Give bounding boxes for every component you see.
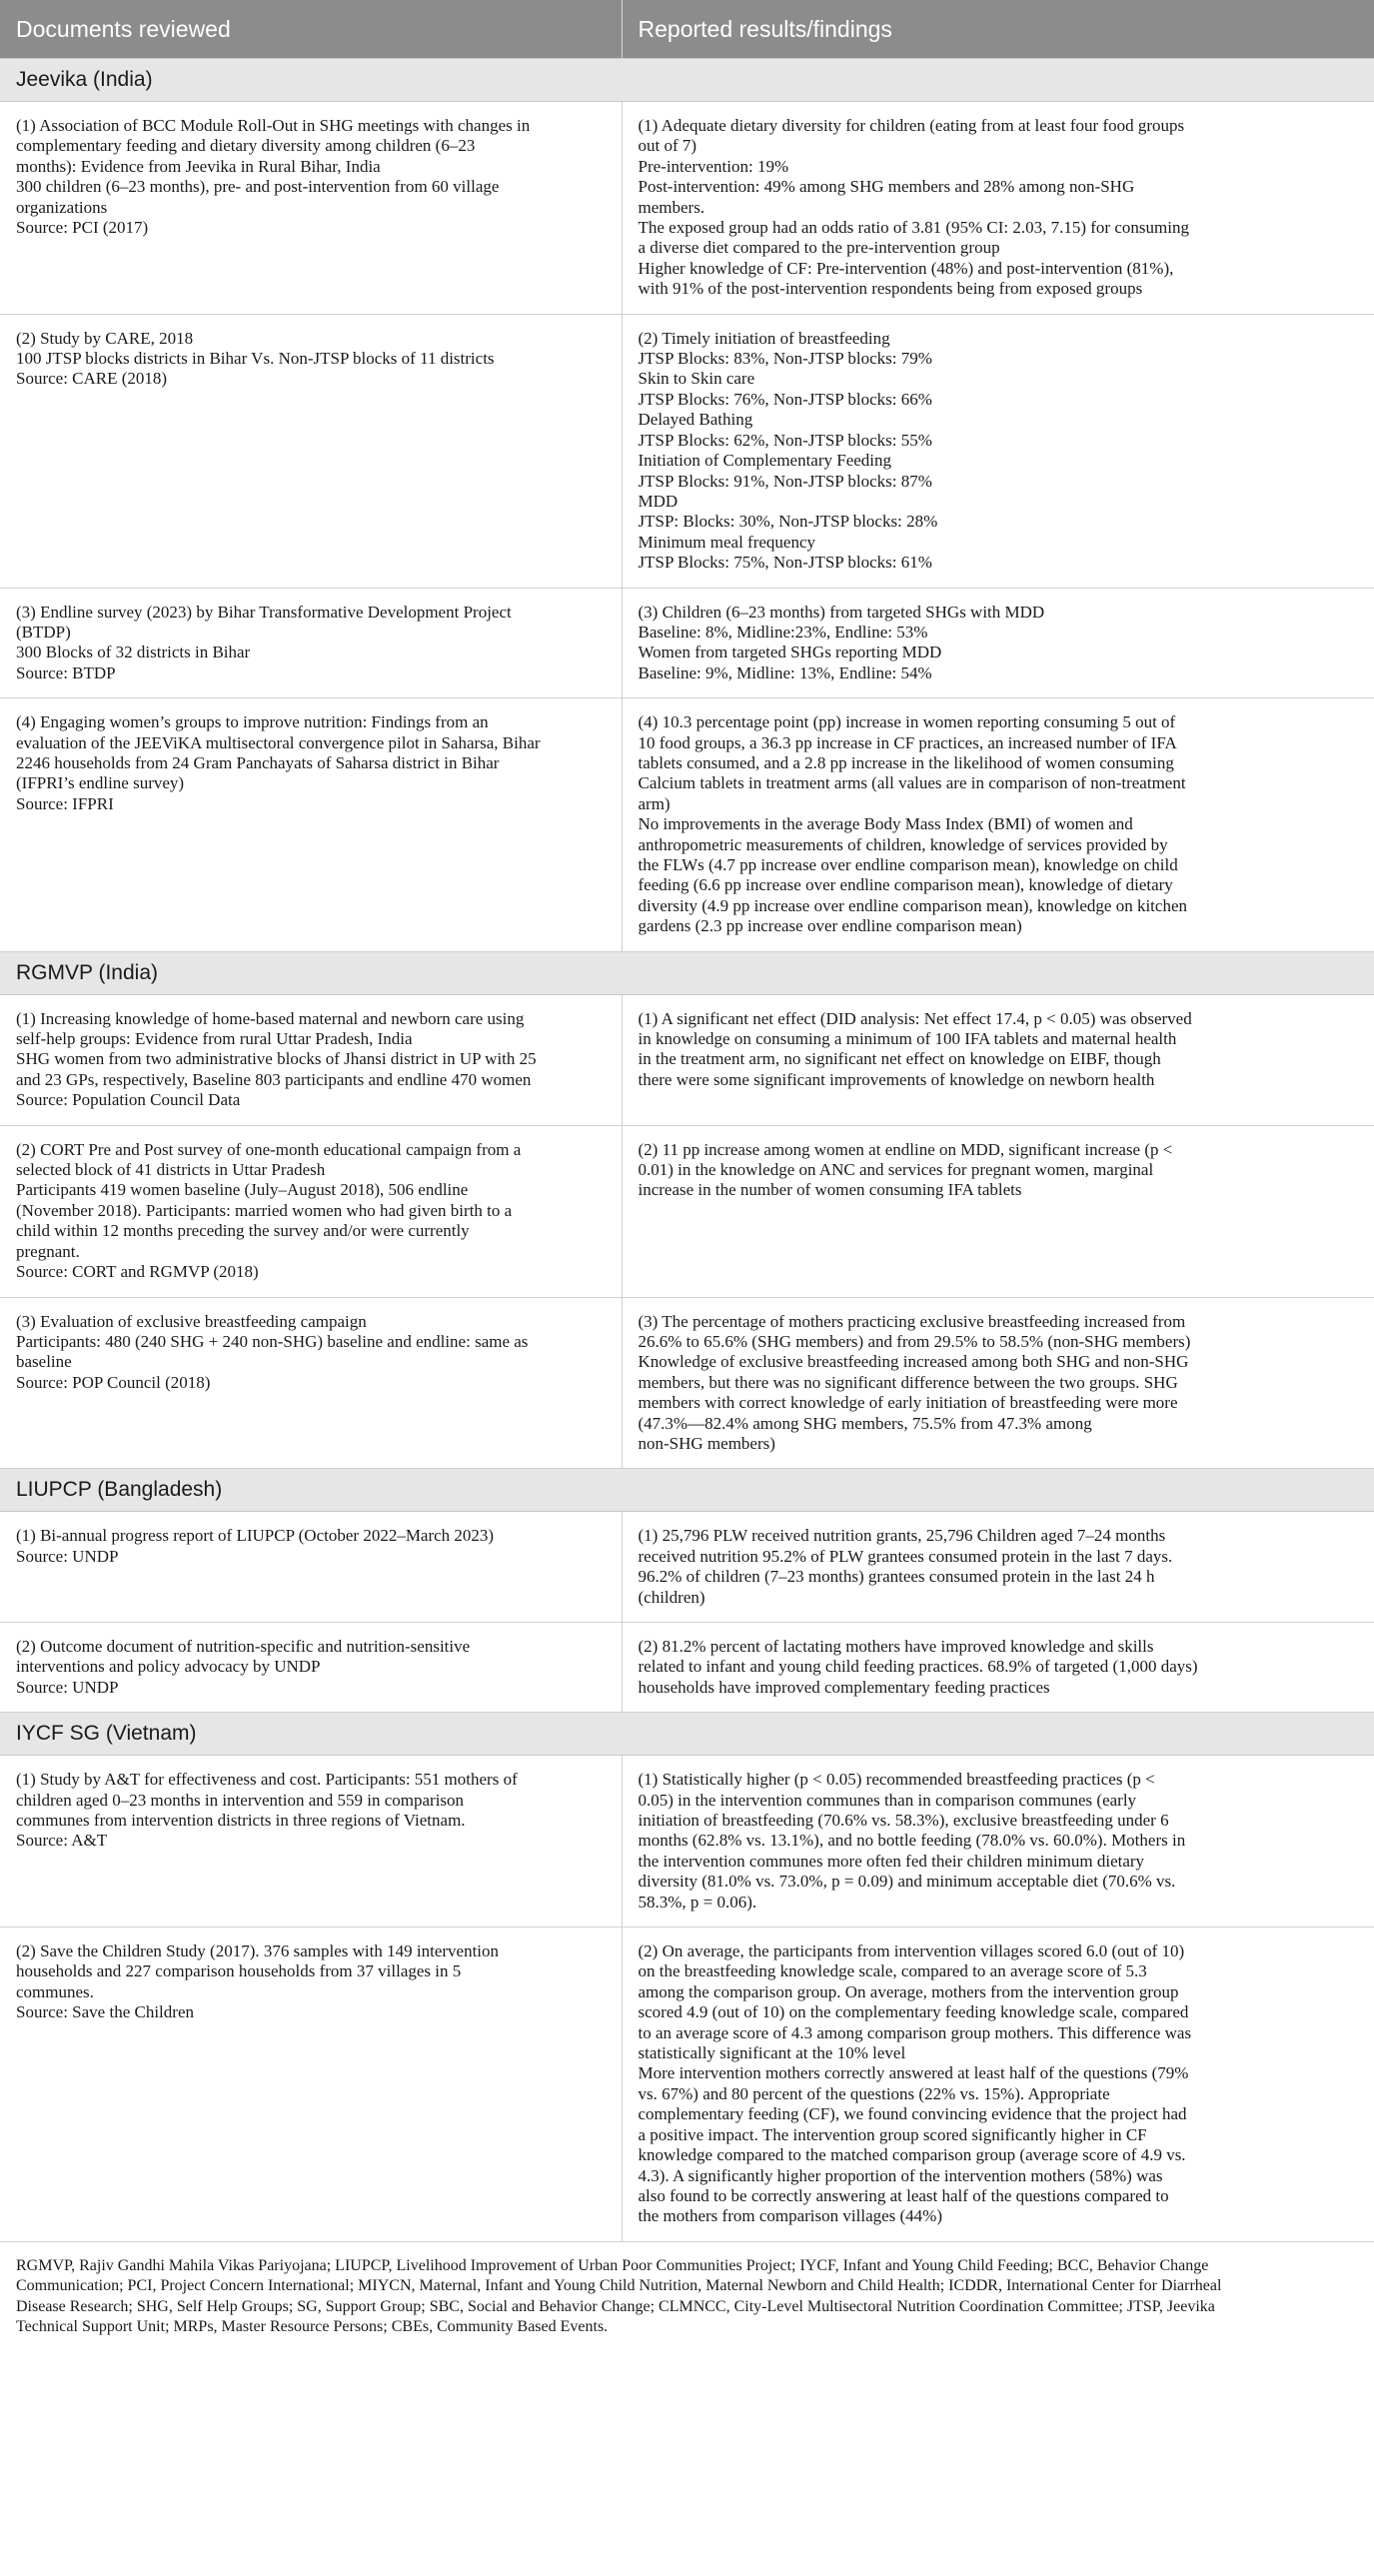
text-line: anthropometric measurements of children, knowledge of services provided by xyxy=(638,834,1168,854)
text-line: in knowledge on consuming a minimum of 100 IFA tablets and maternal health xyxy=(638,1029,1177,1049)
text-line: the mothers from comparison villages (44%) xyxy=(638,2206,943,2226)
text-line: complementary feeding and dietary diversity among children (6–23 xyxy=(16,136,476,156)
text-line: Minimum meal frequency xyxy=(638,532,816,552)
text-line: Source: PCI (2017) xyxy=(16,218,149,238)
text-line: Source: POP Council (2018) xyxy=(16,1372,211,1392)
text-line: Source: Population Council Data xyxy=(16,1090,241,1110)
footnote-line: Communication; PCI, Project Concern International; MIYCN, Maternal, Infant and Young Child Nutrition, Maternal Newborn and Child Health; ICDDR, International Center for Diarrheal xyxy=(16,2277,1222,2295)
text-line: (BTDP) xyxy=(16,622,71,642)
text-line: self-help groups: Evidence from rural Uttar Pradesh, India xyxy=(16,1029,413,1049)
text-line: the FLWs (4.7 pp increase over endline comparison mean), knowledge on child xyxy=(638,855,1178,874)
text-line: Initiation of Complementary Feeding xyxy=(638,451,892,471)
text-line: (2) 11 pp increase among women at endline on MDD, significant increase (p < xyxy=(638,1139,1173,1159)
text-line: MDD xyxy=(638,491,679,511)
text-line: 4.3). A significantly higher proportion of the intervention mothers (58%) was xyxy=(638,2165,1163,2185)
text-line: baseline xyxy=(16,1352,72,1372)
text-line: (1) Association of BCC Module Roll-Out in SHG meetings with changes in xyxy=(16,116,531,135)
text-line: Higher knowledge of CF: Pre-intervention (48%) and post-intervention (81%), xyxy=(638,258,1174,278)
finding-cell xyxy=(622,994,1374,1125)
text-line: out of 7) xyxy=(638,136,697,156)
text-line: (47.3%—82.4% among SHG members, 75.5% from 47.3% among xyxy=(638,1413,1092,1433)
text-line: (IFPRI’s endline survey) xyxy=(16,773,185,793)
text-line: (1) Statistically higher (p < 0.05) recommended breastfeeding practices (p < xyxy=(638,1770,1155,1790)
text-line: (1) A significant net effect (DID analysis: Net effect 17.4, p < 0.05) was observed xyxy=(638,1008,1192,1028)
document-cell xyxy=(0,1622,622,1712)
table-header-row xyxy=(0,0,1374,59)
text-line: Source: A&T xyxy=(16,1831,108,1851)
text-line: JTSP Blocks: 75%, Non-JTSP blocks: 61% xyxy=(638,553,932,573)
text-line: gardens (2.3 pp increase over endline comparison mean) xyxy=(638,916,1022,936)
finding-cell xyxy=(622,1622,1374,1712)
text-line: 26.6% to 65.6% (SHG members) and from 29.5% to 58.5% (non-SHG members) xyxy=(638,1331,1191,1351)
text-line: Skin to Skin care xyxy=(638,369,755,389)
text-line: to an average score of 4.3 among comparison group mothers. This difference was xyxy=(638,2022,1192,2042)
table-body xyxy=(0,59,1374,2242)
finding-cell xyxy=(622,1297,1374,1469)
table-row xyxy=(0,102,1374,315)
text-line: members with correct knowledge of early initiation of breastfeeding were more xyxy=(638,1393,1178,1413)
text-line: (1) Increasing knowledge of home-based maternal and newborn care using xyxy=(16,1008,525,1028)
table-row xyxy=(0,1125,1374,1297)
text-line: children aged 0–23 months in intervention and 559 in comparison xyxy=(16,1790,465,1810)
text-line: pregnant. xyxy=(16,1241,80,1261)
text-line: Source: IFPRI xyxy=(16,793,114,813)
text-line: statistically significant at the 10% level xyxy=(638,2043,906,2063)
text-line: (3) Endline survey (2023) by Bihar Transformative Development Project xyxy=(16,602,512,622)
section-title: LIUPCP (Bangladesh) xyxy=(0,1469,1374,1512)
text-line: complementary feeding (CF), we found convincing evidence that the project had xyxy=(638,2104,1187,2124)
text-line: knowledge compared to the matched comparison group (average score of 4.9 vs. xyxy=(638,2145,1186,2165)
text-line: 58.3%, p = 0.06). xyxy=(638,1892,757,1912)
text-line: The exposed group had an odds ratio of 3.81 (95% CI: 2.03, 7.15) for consuming xyxy=(638,218,1189,238)
document-cell xyxy=(0,698,622,951)
text-line: (children) xyxy=(638,1587,705,1607)
section-row xyxy=(0,59,1374,102)
text-line: vs. 67%) and 80 percent of the questions (22% vs. 15%). Appropriate xyxy=(638,2083,1110,2103)
text-line: scored 4.9 (out of 10) on the complementary feeding knowledge scale, compared xyxy=(638,2002,1189,2022)
text-line: Participants 419 women baseline (July–August 2018), 506 endline xyxy=(16,1180,469,1200)
section-row xyxy=(0,951,1374,994)
text-line: arm) xyxy=(638,793,671,813)
text-line: Source: CARE (2018) xyxy=(16,369,168,389)
text-line: members, but there was no significant difference between the two groups. SHG xyxy=(638,1372,1178,1392)
document-cell xyxy=(0,102,622,315)
text-line: 100 JTSP blocks districts in Bihar Vs. Non-JTSP blocks of 11 districts xyxy=(16,349,495,369)
text-line: (1) Bi-annual progress report of LIUPCP (October 2022–March 2023) xyxy=(16,1526,495,1546)
finding-cell xyxy=(622,1512,1374,1623)
text-line: JTSP Blocks: 76%, Non-JTSP blocks: 66% xyxy=(638,389,932,409)
text-line: (2) Save the Children Study (2017). 376 samples with 149 intervention xyxy=(16,1941,500,1961)
document-cell xyxy=(0,588,622,698)
text-line: tablets consumed, and a 2.8 pp increase in the likelihood of women consuming xyxy=(638,752,1174,772)
text-line: 0.01) in the knowledge on ANC and services for pregnant women, marginal xyxy=(638,1160,1154,1180)
text-line: More intervention mothers correctly answered at least half of the questions (79% xyxy=(638,2063,1189,2083)
footnote-line: Disease Research; SHG, Self Help Groups; SG, Support Group; SBC, Social and Behavior Change; CLMNCC, City-Level Multisectoral Nutrition Coordination Committee; JTSP, Jeevika xyxy=(16,2297,1215,2315)
text-line: communes from intervention districts in three regions of Vietnam. xyxy=(16,1811,466,1830)
text-line: with 91% of the post-intervention respondents being from exposed groups xyxy=(638,279,1143,299)
table-row xyxy=(0,314,1374,588)
text-line: organizations xyxy=(16,197,108,217)
text-line: child within 12 months preceding the survey and/or were currently xyxy=(16,1221,470,1241)
table-footnote xyxy=(0,2242,1374,2338)
section-title: RGMVP (India) xyxy=(0,951,1374,994)
text-line: (4) Engaging women’s groups to improve nutrition: Findings from an xyxy=(16,712,489,732)
text-line: Source: CORT and RGMVP (2018) xyxy=(16,1262,259,1282)
document-cell xyxy=(0,1125,622,1297)
finding-cell xyxy=(622,1756,1374,1928)
text-line: (2) CORT Pre and Post survey of one-month educational campaign from a xyxy=(16,1139,522,1159)
section-row xyxy=(0,1469,1374,1512)
footnote-line: Technical Support Unit; MRPs, Master Resource Persons; CBEs, Community Based Events. xyxy=(16,2318,609,2336)
finding-cell xyxy=(622,698,1374,951)
text-line: households have improved complementary feeding practices xyxy=(638,1677,1050,1697)
table-row xyxy=(0,1928,1374,2242)
text-line: 300 children (6–23 months), pre- and post-intervention from 60 village xyxy=(16,177,500,197)
text-line: increase in the number of women consuming IFA tablets xyxy=(638,1180,1022,1200)
text-line: months): Evidence from Jeevika in Rural Bihar, India xyxy=(16,156,381,176)
text-line: Baseline: 9%, Midline: 13%, Endline: 54% xyxy=(638,662,932,682)
text-line: Participants: 480 (240 SHG + 240 non-SHG) baseline and endline: same as xyxy=(16,1331,529,1351)
text-line: JTSP: Blocks: 30%, Non-JTSP blocks: 28% xyxy=(638,512,938,532)
text-line: in the treatment arm, no significant net effect on knowledge on EIBF, though xyxy=(638,1049,1161,1069)
text-line: Baseline: 8%, Midline:23%, Endline: 53% xyxy=(638,622,928,642)
text-line: diversity (4.9 pp increase over endline comparison mean), knowledge on kitchen xyxy=(638,895,1187,915)
document-cell xyxy=(0,1512,622,1623)
text-line: members. xyxy=(638,197,705,217)
document-cell xyxy=(0,1756,622,1928)
text-line: (3) The percentage of mothers practicing exclusive breastfeeding increased from xyxy=(638,1311,1186,1331)
text-line: 10 food groups, a 36.3 pp increase in CF practices, an increased number of IFA xyxy=(638,732,1177,752)
document-cell xyxy=(0,314,622,588)
text-line: Source: BTDP xyxy=(16,662,116,682)
text-line: feeding (6.6 pp increase over endline comparison mean), knowledge of dietary xyxy=(638,875,1173,895)
table-row xyxy=(0,1512,1374,1623)
document-cell xyxy=(0,994,622,1125)
table-row xyxy=(0,1756,1374,1928)
text-line: (2) On average, the participants from intervention villages scored 6.0 (out of 10) xyxy=(638,1941,1185,1961)
finding-cell xyxy=(622,102,1374,315)
text-line: the intervention communes more often fed their children minimum dietary xyxy=(638,1851,1145,1871)
text-line: and 23 GPs, respectively, Baseline 803 participants and endline 470 women xyxy=(16,1069,532,1089)
text-line: Knowledge of exclusive breastfeeding increased among both SHG and non-SHG xyxy=(638,1352,1189,1372)
finding-cell xyxy=(622,1928,1374,2242)
text-line: 300 Blocks of 32 districts in Bihar xyxy=(16,643,251,662)
text-line: (1) Adequate dietary diversity for children (eating from at least four food groups xyxy=(638,116,1185,135)
text-line: interventions and policy advocacy by UNDP xyxy=(16,1657,321,1677)
text-line: (November 2018). Participants: married women who had given birth to a xyxy=(16,1200,513,1220)
text-line: No improvements in the average Body Mass Index (BMI) of women and xyxy=(638,814,1133,834)
text-line: 0.05) in the intervention communes than in comparison communes (early xyxy=(638,1790,1137,1810)
section-title: IYCF SG (Vietnam) xyxy=(0,1713,1374,1756)
text-line: JTSP Blocks: 91%, Non-JTSP blocks: 87% xyxy=(638,471,932,491)
text-line: non-SHG members) xyxy=(638,1433,775,1453)
text-line: (4) 10.3 percentage point (pp) increase in women reporting consuming 5 out of xyxy=(638,712,1176,732)
text-line: (1) Study by A&T for effectiveness and cost. Participants: 551 mothers of xyxy=(16,1770,518,1790)
text-line: months (62.8% vs. 13.1%), and no bottle feeding (78.0% vs. 60.0%). Mothers in xyxy=(638,1831,1186,1851)
text-line: on the breastfeeding knowledge scale, compared to an average score of 5.3 xyxy=(638,1961,1147,1981)
text-line: Calcium tablets in treatment arms (all values are in comparison of non-treatment xyxy=(638,773,1186,793)
text-line: also found to be correctly answering at least half of the questions compared to xyxy=(638,2185,1169,2205)
text-line: households and 227 comparison households from 37 villages in 5 xyxy=(16,1961,462,1981)
text-line: initiation of breastfeeding (70.6% vs. 58.3%), exclusive breastfeeding under 6 xyxy=(638,1811,1169,1830)
table-row xyxy=(0,1297,1374,1469)
document-cell xyxy=(0,1928,622,2242)
section-row xyxy=(0,1713,1374,1756)
section-title: Jeevika (India) xyxy=(0,59,1374,102)
text-line: (1) 25,796 PLW received nutrition grants, 25,796 Children aged 7–24 months xyxy=(638,1526,1166,1546)
text-line: (2) 81.2% percent of lactating mothers have improved knowledge and skills xyxy=(638,1636,1154,1656)
text-line: SHG women from two administrative blocks of Jhansi district in UP with 25 xyxy=(16,1049,537,1069)
text-line: Delayed Bathing xyxy=(638,410,753,430)
text-line: received nutrition 95.2% of PLW grantees consumed protein in the last 7 days. xyxy=(638,1546,1173,1566)
finding-cell xyxy=(622,1125,1374,1297)
text-line: JTSP Blocks: 62%, Non-JTSP blocks: 55% xyxy=(638,430,932,450)
text-line: Source: UNDP xyxy=(16,1677,119,1697)
text-line: there were some significant improvements of knowledge on newborn health xyxy=(638,1069,1155,1089)
text-line: (3) Children (6–23 months) from targeted SHGs with MDD xyxy=(638,602,1045,622)
text-line: Pre-intervention: 19% xyxy=(638,156,789,176)
text-line: 2246 households from 24 Gram Panchayats of Saharsa district in Bihar xyxy=(16,752,500,772)
text-line: Women from targeted SHGs reporting MDD xyxy=(638,643,942,662)
text-line: Source: Save the Children xyxy=(16,2002,194,2022)
finding-cell xyxy=(622,314,1374,588)
text-line: evaluation of the JEEViKA multisectoral convergence pilot in Saharsa, Bihar xyxy=(16,732,541,752)
table-row xyxy=(0,588,1374,698)
document-cell xyxy=(0,1297,622,1469)
text-line: 96.2% of children (7–23 months) grantees consumed protein in the last 24 h xyxy=(638,1567,1155,1587)
header-documents-reviewed: Documents reviewed xyxy=(0,0,622,59)
text-line: Source: UNDP xyxy=(16,1546,119,1566)
text-line: a positive impact. The intervention group scored significantly higher in CF xyxy=(638,2124,1147,2144)
text-line: diversity (81.0% vs. 73.0%, p = 0.09) and minimum acceptable diet (70.6% vs. xyxy=(638,1872,1176,1892)
table-row xyxy=(0,994,1374,1125)
text-line: among the comparison group. On average, mothers from the intervention group xyxy=(638,1981,1179,2001)
text-line: (2) Study by CARE, 2018 xyxy=(16,328,194,348)
text-line: selected block of 41 districts in Uttar Pradesh xyxy=(16,1160,326,1180)
text-line: communes. xyxy=(16,1981,94,2001)
text-line: (2) Outcome document of nutrition-specific and nutrition-sensitive xyxy=(16,1636,471,1656)
text-line: Post-intervention: 49% among SHG members and 28% among non-SHG xyxy=(638,177,1135,197)
text-line: (2) Timely initiation of breastfeeding xyxy=(638,328,890,348)
text-line: JTSP Blocks: 83%, Non-JTSP blocks: 79% xyxy=(638,349,932,369)
header-reported-findings: Reported results/findings xyxy=(622,0,1374,59)
text-line: (3) Evaluation of exclusive breastfeeding campaign xyxy=(16,1311,367,1331)
table-row xyxy=(0,698,1374,951)
text-line: a diverse diet compared to the pre-intervention group xyxy=(638,238,1000,258)
table-row xyxy=(0,1622,1374,1712)
finding-cell xyxy=(622,588,1374,698)
text-line: related to infant and young child feeding practices. 68.9% of targeted (1,000 days) xyxy=(638,1657,1198,1677)
footnote-line: RGMVP, Rajiv Gandhi Mahila Vikas Pariyojana; LIUPCP, Livelihood Improvement of Urban Poor Communities Project; IYCF, Infant and Young Child Feeding; BCC, Behavior Change xyxy=(16,2256,1209,2274)
